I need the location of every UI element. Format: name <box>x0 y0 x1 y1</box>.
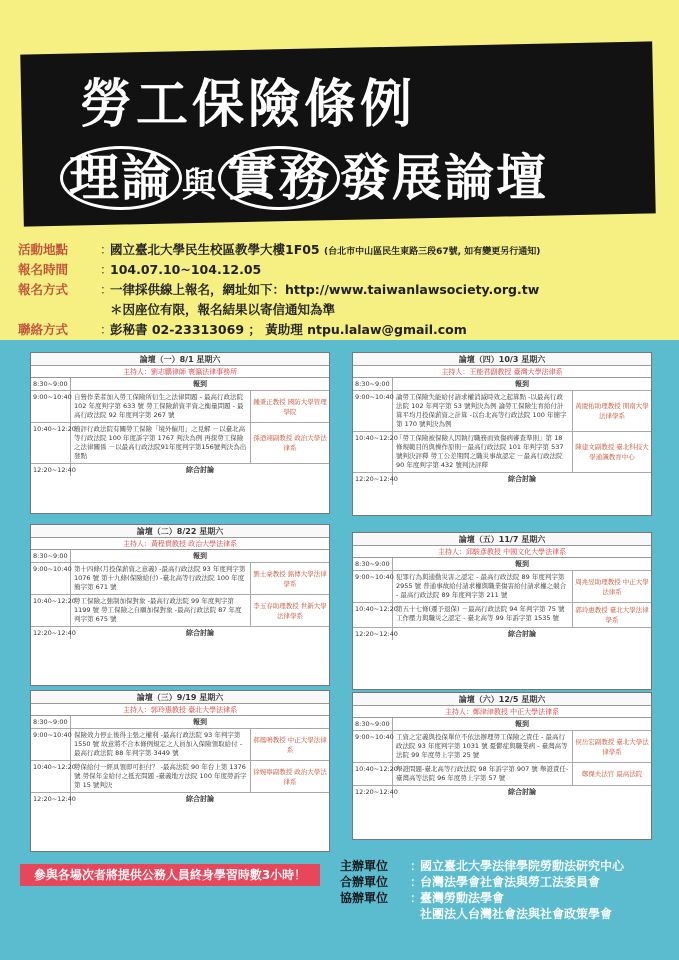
session-row: 12:20~12:40 綜合討論 <box>355 788 536 796</box>
session-row: 10:40~12:20 第五十七條(遷予退保) －最高行政法院 94 年判字第 75 號 工作壓力與職災之認定 - 臺北高等 99 年訴字第 1535 號 郭玲惠教授 臺北大學法律學系 <box>353 603 651 628</box>
info-row: 報名方式 ： 一律採供線上報名，網址如下：http://www.taiwanlawsociety.org.tw <box>18 280 668 300</box>
session-speaker: 鄭傑夫法官 最高法院 <box>581 770 643 778</box>
forum-panel <box>30 352 330 514</box>
session-row: 10:40~12:20 勞保給付一經具領即可拒付？ -最高法院 90 年台上第 1376 號 勞保年金給付之抵充問題 -臺義地方法院 100 年度勞訴字第 15 號判決 徐婉寧副教授 政治大學法律系 <box>31 761 329 793</box>
forum-host: 主持人：鄭津津教授 中正大學法律系 <box>353 706 651 718</box>
forum-panel <box>352 532 652 690</box>
forum-heading: 論壇（二）8/22 星期六 <box>31 525 329 538</box>
session-row: 10:40~12:20 勞工保險之強制加保對象 -最高行政法院 99 年度判字第 1199 號 勞工保險之自願加保對象 -最高行政法院 87 年度判字第 675 號 李玉春助理教授 世新大學法律學系 <box>31 595 329 627</box>
session-row: 9:00~10:40 保險效力停止後得主張之權利 -最高行政法院 93 年判字第 1550 號 故意將不合本條例規定之人員加入保險領取給付 -最高行政法院 88 年判字第 3449 號 郝鳳鳴教授 中正大學法律系 <box>31 729 329 761</box>
session-speaker: 周兆昱助理教授 中正大學法律系 <box>575 577 649 596</box>
forum-panel <box>30 690 330 852</box>
title-line2 <box>60 138 650 210</box>
session-row: 8:30~9:00 報到 <box>353 378 651 391</box>
organizer-row: 社團法人台灣社會法與社會政策學會 <box>420 907 613 921</box>
session-row: 9:00~10:40 犯罪行為與通勤災害之認定 - 最高行政法院 89 年度判字第 2955 號 普通事故給付請求權與職業傷害給付請求權之競合 - 最高行政法院 89 年度判字第 211 號 周兆昱助理教授 中正大學法律系 <box>353 571 651 603</box>
organizer-row: 合辦單位 ： 台灣法學會社會法與勞工法委員會 <box>340 875 601 889</box>
session-topic: 簡評行政法院有關勞工保險「境外僱用」之見解 －以臺北高等行政法院 100 年度訴字第 1767 判決為例 再探勞工保險之法律關係 －以最高行政法院91年度判字第156號判決為出發點 <box>71 423 251 463</box>
forum-heading: 論壇（三）9/19 星期六 <box>31 691 329 704</box>
organizer-row: 協辦單位 ： 臺灣勞動法學會 <box>340 891 505 905</box>
title-circled-practice: 實務 <box>218 146 340 210</box>
session-row: 12:20~12:40 綜合討論 <box>33 466 214 474</box>
session-row: 10:40~12:20 簡評行政法院有關勞工保險「境外僱用」之見解 －以臺北高等行政法院 100 年度訴字第 1767 判決為例 再探勞工保險之法律關係 －以最高行政法院91年度判字第156號判決為出發點 孫迺翊副教授 政治大學法律系 <box>31 423 329 464</box>
forum-heading: 論壇（五）11/7 星期六 <box>353 533 651 546</box>
session-topic: 勞保給付一經具領即可拒付？ -最高法院 90 年台上第 1376 號 勞保年金給付之抵充問題 -臺義地方法院 100 年度勞訴字第 15 號判決 <box>71 761 251 792</box>
session-speaker: 郭玲惠教授 臺北大學法律學系 <box>575 606 649 624</box>
session-speaker: 李玉春助理教授 世新大學法律學系 <box>253 601 327 620</box>
session-row: 12:20~12:40 綜合討論 <box>33 795 214 803</box>
session-topic: 保險效力停止後得主張之權利 -最高行政法院 93 年判字第 1550 號 故意將不合本條例規定之人員加入保險領取給付 -最高行政法院 88 年判字第 3449 號 <box>71 729 251 760</box>
session-row: 12:20~12:40 綜合討論 <box>355 475 536 483</box>
event-info <box>18 240 668 340</box>
info-row: 活動地點 ： 國立臺北大學民生校區教學大樓1F05 (台北市中山區民生東路三段67號, 如有變更另行通知) <box>18 242 541 257</box>
forum-host: 主持人：邱駿彥教授 中國文化大學法律系 <box>353 546 651 558</box>
session-topic: 自營作業者加入勞工保險所衍生之法律問題 - 最高行政法院 102 年度判字第 633 號 勞工保險薪資平資之衡量問題 - 最高行政法院 92 年度判字第 267 號 <box>71 391 251 422</box>
session-row: 8:30~9:00 報到 <box>353 718 651 731</box>
session-topic: 工資之定義與投保單位不依法辦理勞工保險之責任 - 最高行政法院 93 年度判字第 1031 號 憂鬱症與職業病 - 臺灣高等法院 99 年度勞上字第 25 號 <box>393 731 573 762</box>
organizers <box>340 858 670 922</box>
session-row: 10:40~12:20 舉證問題-臺北高等行政法院 98 年訴字第 907 號 舉證責任-臺灣高等法院 96 年度勞上字第 57 號 鄭傑夫法官 最高法院 <box>353 763 651 786</box>
registration-url[interactable]: 一律採供線上報名，網址如下：http://www.taiwanlawsociety.org.tw <box>110 282 540 297</box>
session-row: 9:00~10:40 論勞工保險失能給付請求權消滅時效之起算點 -以最高行政法院 102 年判字第 53 號判決為例 論勞工保險生育給付計算平均月投保薪資之計算 -以台北高等行政法院 100 年簡字第 170 號判決為例 黃慶佑助理教授 開南大學法律學系 <box>353 391 651 432</box>
session-row: 8:30~9:00 報到 <box>353 558 651 571</box>
session-speaker: 孫迺翊副教授 政治大學法律系 <box>253 434 327 452</box>
session-speaker: 徐婉寧副教授 政治大學法律系 <box>253 767 327 786</box>
session-speaker: 劉士豪教授 銘傳大學法律學系 <box>253 569 327 588</box>
forum-host: 主持人：郭玲惠教授 臺北大學法律系 <box>31 704 329 716</box>
hours-note: 參與各場次者將提供公務人員終身學習時數3小時！ <box>20 864 320 886</box>
session-speaker: 陳建文副教授 臺北科技大學通識教育中心 <box>575 443 649 461</box>
forum-panel <box>352 352 652 516</box>
session-row: 9:00~10:40 第十四條(月投保薪資之意義) -最高行政法院 93 年度判字第 1076 號 第十九條(保險給付) -臺北高等行政法院 100 年度簡字第 671 號 劉士豪教授 銘傳大學法律學系 <box>31 563 329 595</box>
session-topic: 犯罪行為與通勤災害之認定 - 最高行政法院 89 年度判字第 2955 號 普通事故給付請求權與職業傷害給付請求權之競合 - 最高行政法院 89 年度判字第 211 號 <box>393 571 573 602</box>
title-and: 與 <box>182 165 218 206</box>
title-line1: 勞工保險條例 <box>80 74 417 135</box>
forum-panel <box>30 524 330 686</box>
title-forum: 發展論壇 <box>340 148 548 207</box>
title-circled-theory: 理論 <box>60 146 182 210</box>
session-topic: 論勞工保險失能給付請求權消滅時效之起算點 -以最高行政法院 102 年判字第 53 號判決為例 論勞工保險生育給付計算平均月投保薪資之計算 -以台北高等行政法院 100 年簡字第 170 號判決為例 <box>393 391 573 431</box>
forum-host: 主持人：劉志鵬律師 寰瀛法律事務所 <box>31 366 329 378</box>
forum-host: 主持人：黃程貫教授 政治大學法律系 <box>31 538 329 550</box>
session-row: 9:00~10:40 自營作業者加入勞工保險所衍生之法律問題 - 最高行政法院 102 年度判字第 633 號 勞工保險薪資平資之衡量問題 - 最高行政法院 92 年度判字第 267 號 鍾秉正教授 國防大學管理學院 <box>31 391 329 423</box>
session-topic: 勞工保險之強制加保對象 -最高行政法院 99 年度判字第 1199 號 勞工保險之自願加保對象 -最高行政法院 87 年度判字第 675 號 <box>71 595 251 626</box>
contact-info[interactable]: 彭秘書 02-23313069 ； 黃助理 ntpu.lalaw@gmail.com <box>110 322 467 337</box>
forum-heading: 論壇（六）12/5 星期六 <box>353 693 651 706</box>
session-row: 8:30~9:00 報到 <box>31 550 329 563</box>
session-row: 9:00~10:40 工資之定義與投保單位不依法辦理勞工保險之責任 - 最高行政法院 93 年度判字第 1031 號 憂鬱症與職業病 - 臺灣高等法院 99 年度勞上字第 25 號 侯岳宏副教授 臺北大學法律學系 <box>353 731 651 763</box>
session-speaker: 侯岳宏副教授 臺北大學法律學系 <box>575 737 649 756</box>
session-topic: 第五十七條(遷予退保) －最高行政法院 94 年判字第 75 號 工作壓力與職災之認定 - 臺北高等 99 年訴字第 1535 號 <box>393 603 573 627</box>
session-topic: 「勞工保險被保險人因執行職務而致傷病審查準則」第 18 條規範目的與操作原則－最高行政法院 101 年判字第 537 號判決評釋 勞工公差期間之職災事故認定 －最高行政法院 90 年度判字第 432 號判決評釋 <box>393 432 573 472</box>
info-row: ＊因座位有限，報名結果以寄信通知為準 <box>110 302 336 317</box>
forum-heading: 論壇（四）10/3 星期六 <box>353 353 651 366</box>
session-speaker: 鍾秉正教授 國防大學管理學院 <box>253 397 327 416</box>
forum-host: 主持人：王能君副教授 臺灣大學法律系 <box>353 366 651 378</box>
session-speaker: 黃慶佑助理教授 開南大學法律學系 <box>575 402 649 420</box>
info-row: 報名時間 ： 104.07.10~104.12.05 <box>18 262 262 277</box>
forum-panel <box>352 692 652 840</box>
session-topic: 第十四條(月投保薪資之意義) -最高行政法院 93 年度判字第 1076 號 第十九條(保險給付) -臺北高等行政法院 100 年度簡字第 671 號 <box>71 563 251 594</box>
session-row: 8:30~9:00 報到 <box>31 716 329 729</box>
organizer-row: 主辦單位 ： 國立臺北大學法律學院勞動法研究中心 <box>340 859 625 873</box>
info-row: 聯絡方式 ： 彭秘書 02-23313069 ； 黃助理 ntpu.lalaw@gmail.com <box>18 320 668 340</box>
session-row: 12:20~12:40 綜合討論 <box>355 630 536 638</box>
forum-heading: 論壇（一）8/1 星期六 <box>31 353 329 366</box>
session-topic: 舉證問題-臺北高等行政法院 98 年訴字第 907 號 舉證責任-臺灣高等法院 96 年度勞上字第 57 號 <box>393 763 573 785</box>
session-speaker: 郝鳳鳴教授 中正大學法律系 <box>253 735 327 754</box>
session-row: 12:20~12:40 綜合討論 <box>33 629 214 637</box>
session-row: 10:40~12:20 「勞工保險被保險人因執行職務而致傷病審查準則」第 18 條規範目的與操作原則－最高行政法院 101 年判字第 537 號判決評釋 勞工公差期間之職災事故認定 －最高行政法院 90 年度判字第 432 號判決評釋 陳建文副教授 臺北科技大學通識教育中心 <box>353 432 651 473</box>
session-row: 8:30~9:00 報到 <box>31 378 329 391</box>
